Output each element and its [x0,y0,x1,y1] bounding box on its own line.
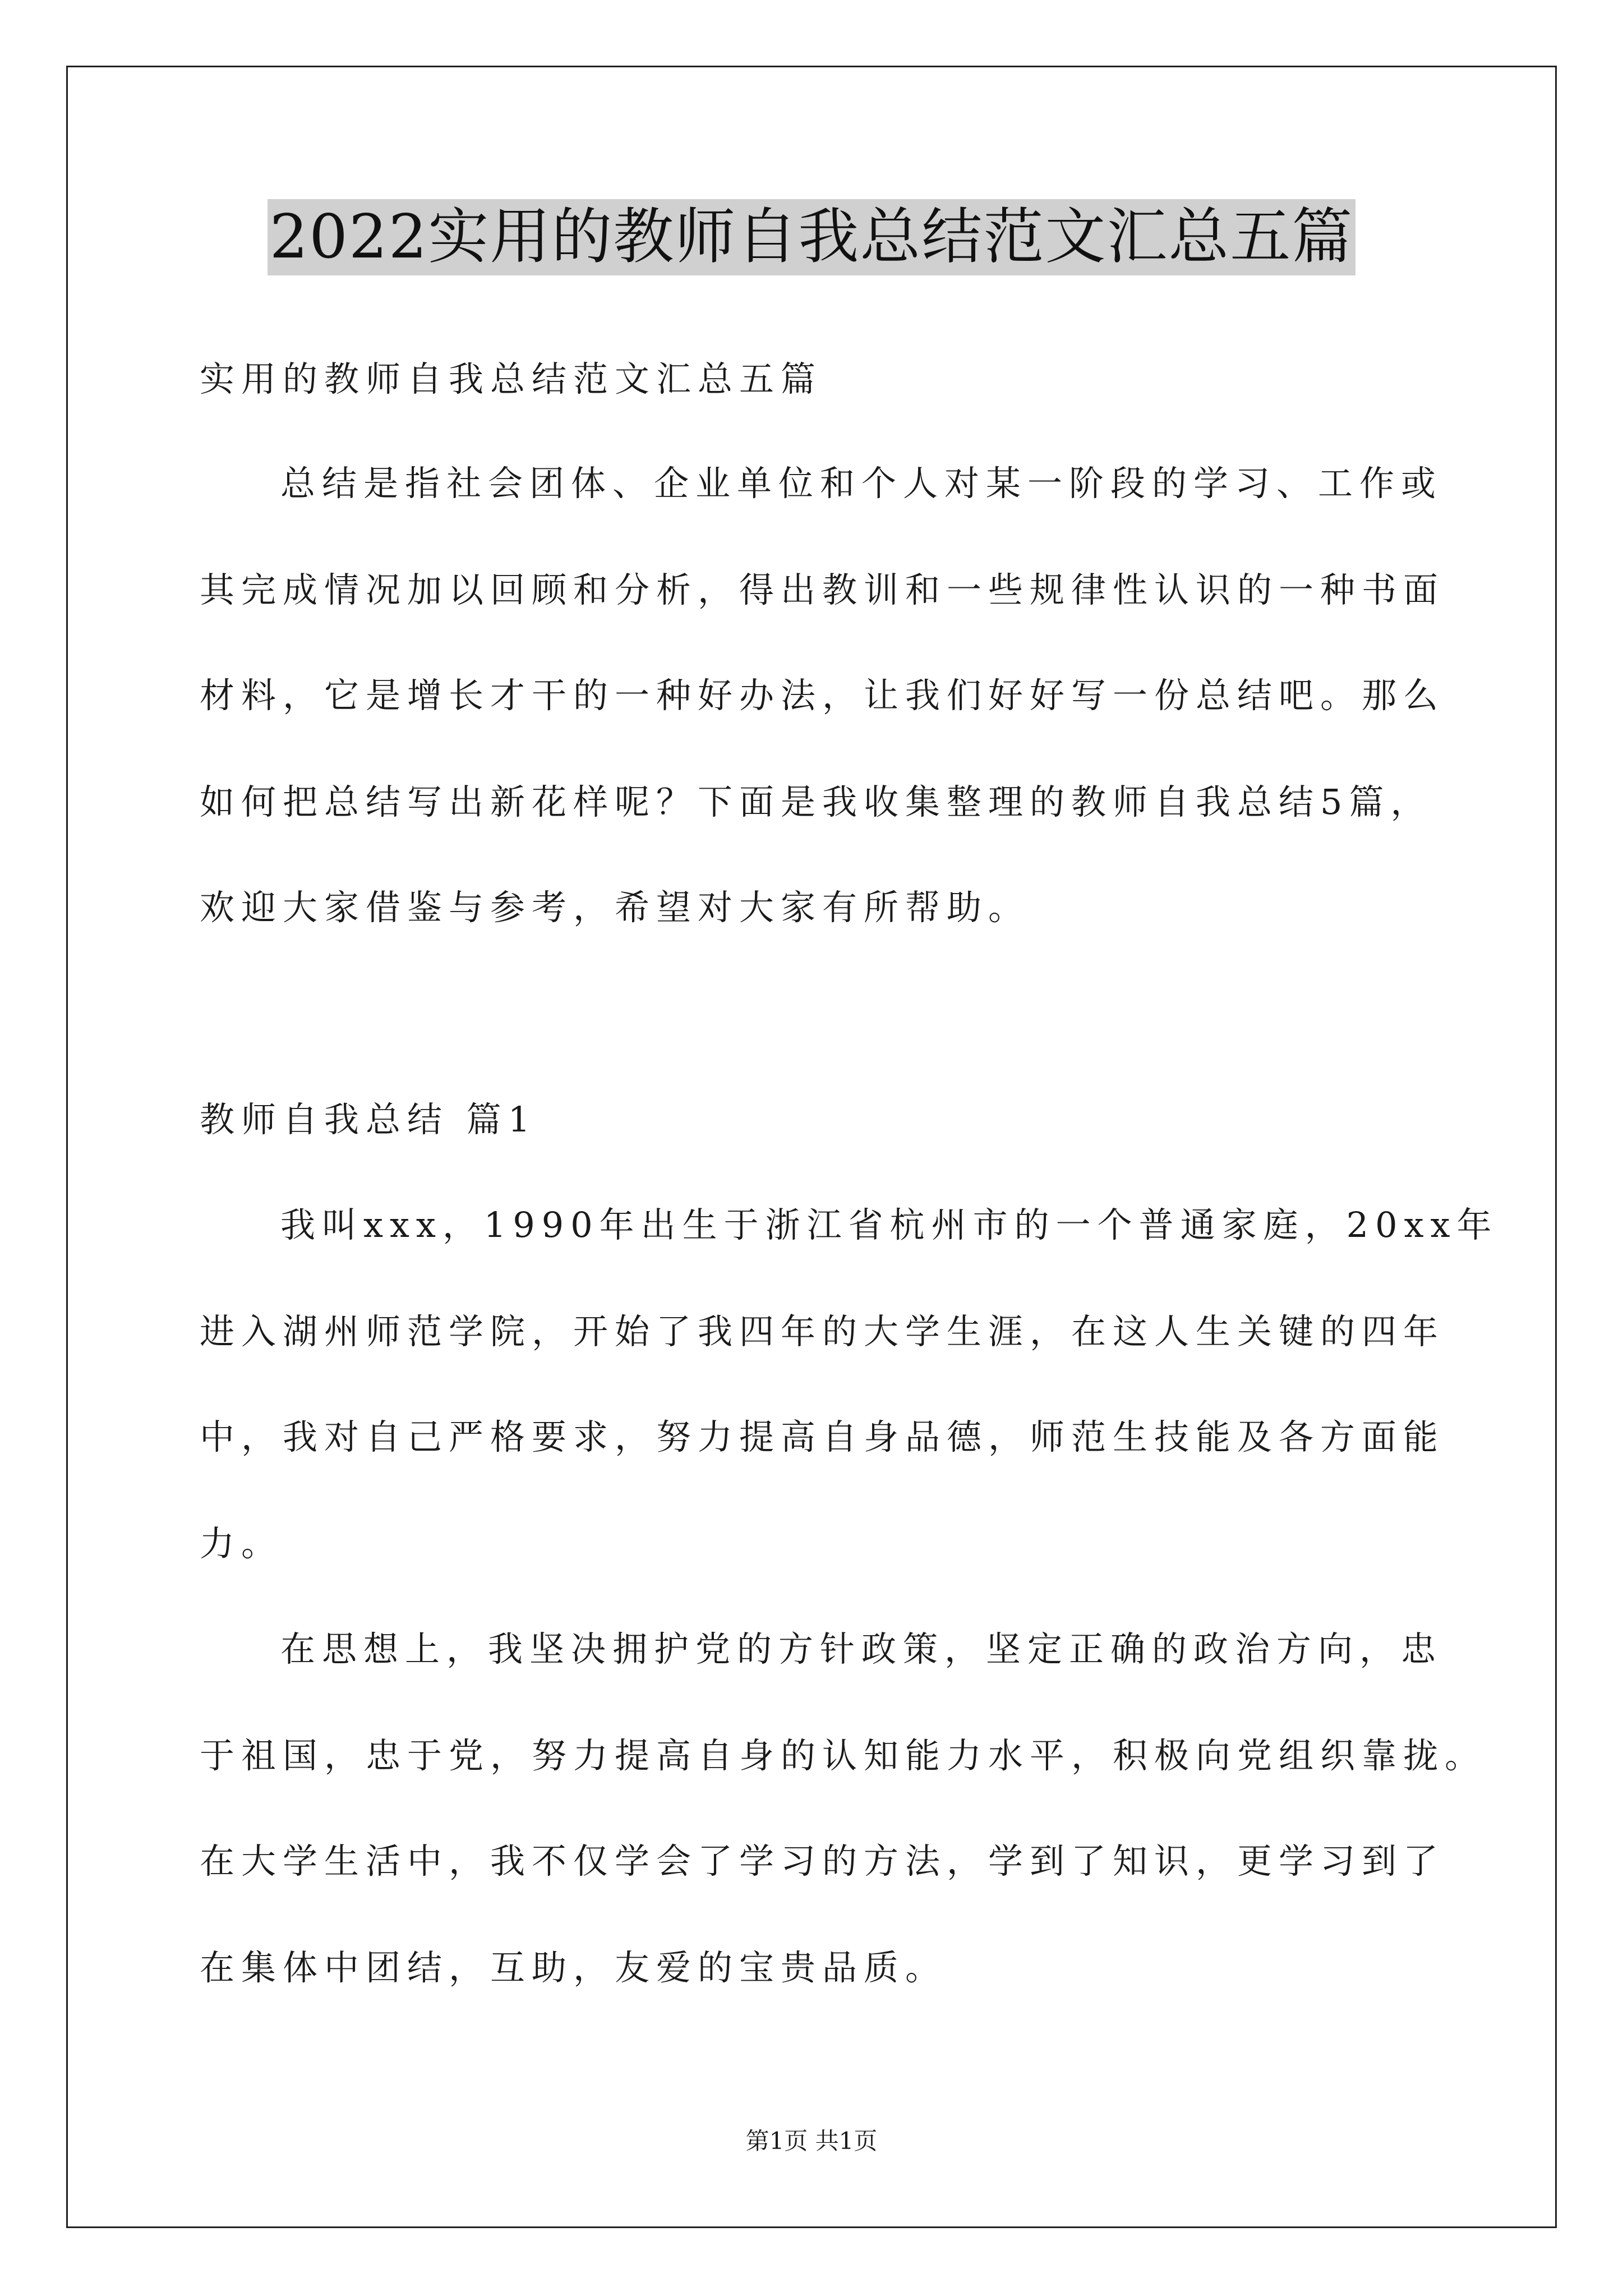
intro-line-3: 材料，它是增长才干的一种好办法，让我们好好写一份总结吧。那么 [200,675,1445,716]
intro-line-1: 总结是指社会团体、企业单位和个人对某一阶段的学习、工作或 [280,463,1443,504]
para1-line-4: 力。 [200,1523,283,1564]
page-footer: 第1页 共1页 [745,2127,878,2155]
para2-line-3: 在大学生活中，我不仅学会了学习的方法，学到了知识，更学习到了 [200,1841,1445,1881]
intro-line-2: 其完成情况加以回顾和分析，得出教训和一些规律性认识的一种书面 [200,569,1445,610]
para2-line-1: 在思想上，我坚决拥护党的方针政策，坚定正确的政治方向，忠 [280,1628,1443,1669]
para2-line-4: 在集体中团结，互助，友爱的宝贵品质。 [200,1947,947,1988]
document-subtitle: 实用的教师自我总结范文汇总五篇 [200,358,823,399]
para1-line-1: 我叫xxx，1990年出生于浙江省杭州市的一个普通家庭，20xx年 [280,1204,1498,1245]
para1-line-2: 进入湖州师范学院，开始了我四年的大学生涯，在这人生关键的四年 [200,1311,1445,1352]
intro-line-5: 欢迎大家借鉴与参考，希望对大家有所帮助。 [200,887,1030,928]
para1-line-3: 中，我对自己严格要求，努力提高自身品德，师范生技能及各方面能 [200,1416,1445,1457]
document-title: 2022实用的教师自我总结范文汇总五篇 [268,199,1356,275]
para2-line-2: 于祖国，忠于党，努力提高自身的认知能力水平，积极向党组织靠拢。 [200,1735,1487,1776]
document-title-block [0,199,1623,275]
intro-line-4: 如何把总结写出新花样呢？下面是我收集整理的教师自我总结5篇， [200,781,1432,822]
section-heading: 教师自我总结 篇1 [200,1099,537,1140]
